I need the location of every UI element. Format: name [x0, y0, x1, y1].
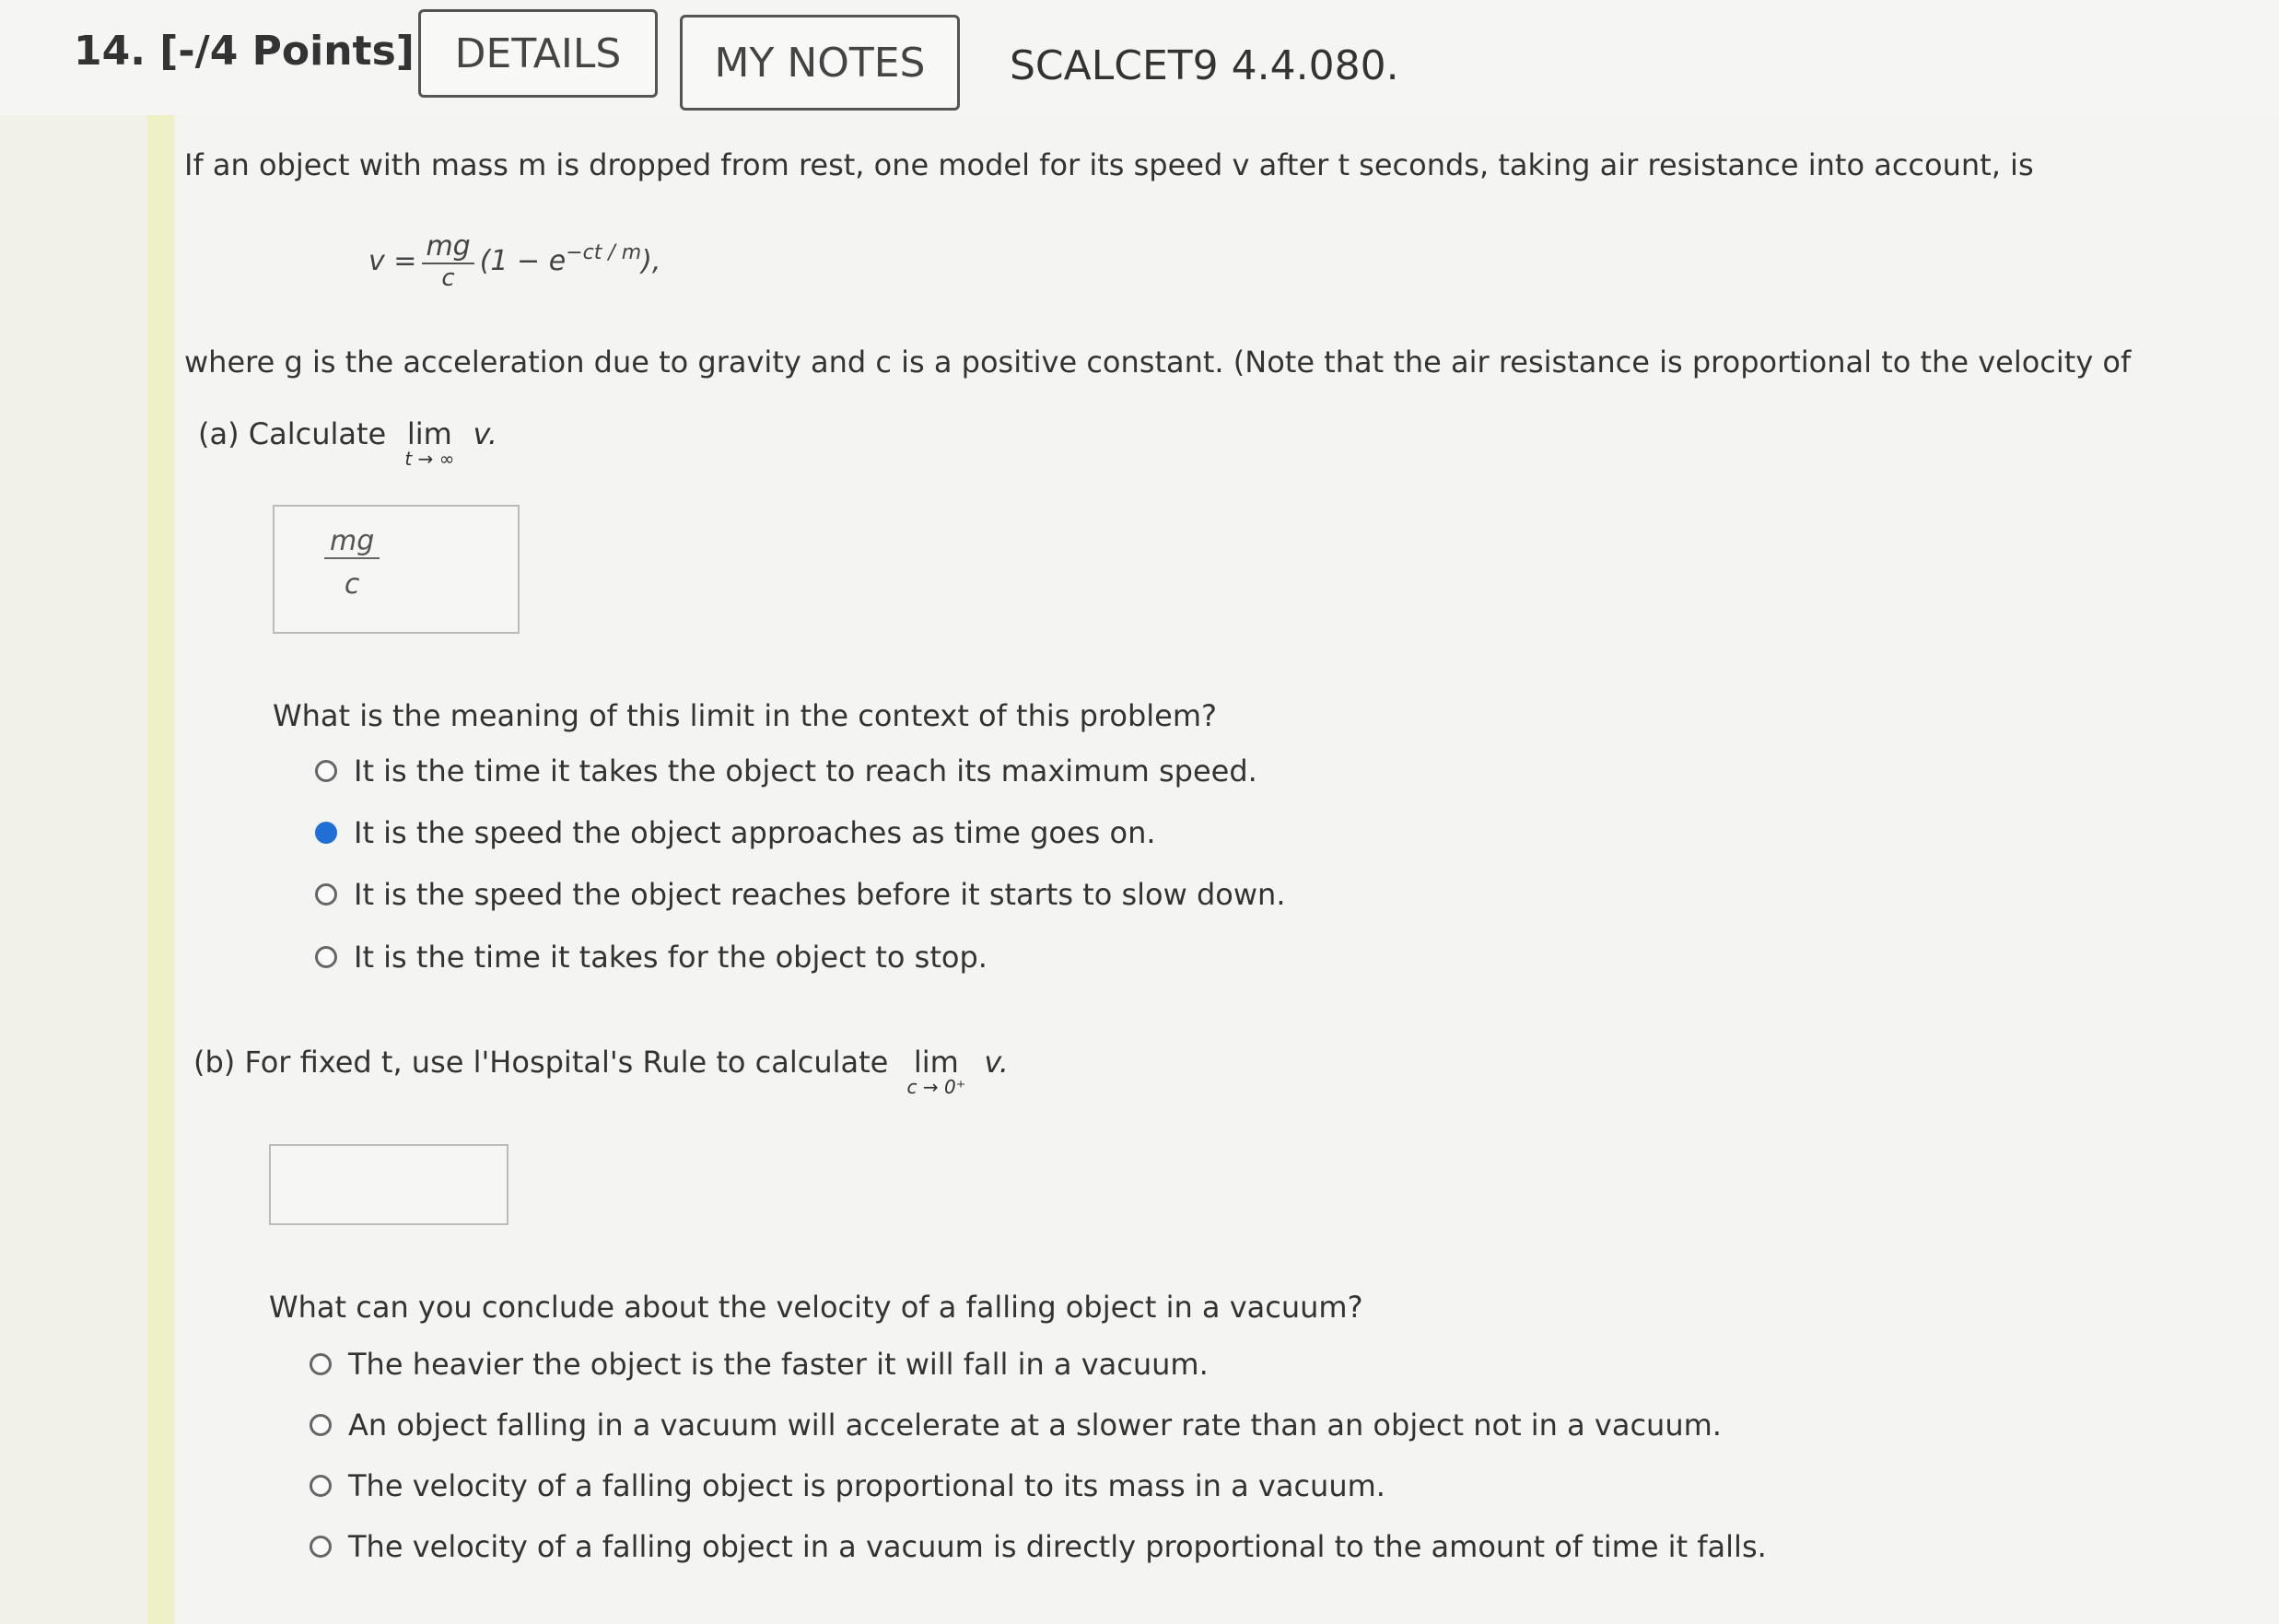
formula-denominator: c	[441, 264, 455, 292]
part-a-answer-num: mg	[324, 525, 380, 559]
part-a-lim-word: lim	[406, 416, 452, 451]
problem-note: where g is the acceleration due to gravity and c is a positive constant. (Note that the air resistance is proportional to the velocity of	[184, 345, 2132, 380]
points-label: [-/4 Points]	[159, 28, 415, 75]
part-a-limit	[404, 416, 454, 470]
part-b-lim-sub: c → 0⁺	[906, 1076, 966, 1098]
radio-button[interactable]	[315, 946, 337, 968]
question-reference: SCALCET9 4.4.080.	[1010, 42, 1399, 89]
radio-button[interactable]	[315, 883, 337, 905]
formula-close: ),	[641, 245, 661, 277]
option-text: It is the speed the object approaches as time goes on.	[354, 815, 1156, 850]
problem-intro: If an object with mass m is dropped from rest, one model for its speed v after t seconds, taking air resistance into account, is	[184, 147, 2034, 182]
part-a-option-1[interactable]	[315, 754, 1257, 789]
speed-formula	[368, 230, 660, 292]
question-body	[175, 115, 2279, 1624]
part-b-limit	[907, 1045, 966, 1098]
part-b-answer-box[interactable]	[269, 1144, 508, 1225]
part-a-option-3[interactable]	[315, 877, 1285, 912]
question-number-text: 14.	[74, 28, 146, 75]
option-text: It is the time it takes for the object to stop.	[354, 940, 988, 975]
part-b-variable: v.	[984, 1045, 1009, 1080]
part-b-option-4[interactable]	[310, 1529, 1767, 1564]
part-b-lim-word: lim	[913, 1045, 959, 1080]
part-a-question: What is the meaning of this limit in the context of this problem?	[273, 698, 1217, 733]
radio-button[interactable]	[310, 1536, 332, 1558]
formula-fraction	[422, 230, 473, 292]
option-text: The heavier the object is the faster it will fall in a vacuum.	[348, 1347, 1209, 1382]
option-text: It is the time it takes the object to reach its maximum speed.	[354, 754, 1257, 789]
part-b-question: What can you conclude about the velocity of a falling object in a vacuum?	[269, 1290, 1363, 1325]
radio-button-selected[interactable]	[315, 822, 337, 844]
part-b-label	[193, 1045, 1009, 1098]
radio-button[interactable]	[315, 760, 337, 782]
question-number	[74, 28, 415, 75]
radio-button[interactable]	[310, 1353, 332, 1375]
part-a-answer-box[interactable]	[273, 505, 520, 634]
part-a-option-2[interactable]	[315, 815, 1156, 850]
part-a-answer	[324, 525, 380, 601]
part-a-option-4[interactable]	[315, 940, 988, 975]
details-button[interactable]: DETAILS	[418, 9, 658, 98]
left-margin	[0, 115, 147, 1624]
my-notes-button[interactable]: MY NOTES	[680, 15, 960, 111]
formula-lhs: v =	[368, 245, 417, 277]
question-header	[0, 0, 2279, 115]
option-text: The velocity of a falling object is proportional to its mass in a vacuum.	[348, 1468, 1385, 1503]
formula-exponent: −ct / m	[566, 241, 642, 264]
part-a-label	[198, 416, 497, 470]
part-b-option-1[interactable]	[310, 1347, 1209, 1382]
part-b-text: (b) For fixed t, use l'Hospital's Rule to calculate	[193, 1045, 889, 1080]
option-text: The velocity of a falling object in a vacuum is directly proportional to the amount of time it falls.	[348, 1529, 1767, 1564]
part-a-lim-sub: t → ∞	[404, 448, 455, 470]
radio-button[interactable]	[310, 1475, 332, 1497]
formula-rhs: (1 − e	[479, 245, 567, 277]
radio-button[interactable]	[310, 1414, 332, 1436]
formula-numerator: mg	[422, 230, 473, 264]
question-highlight-bar	[147, 115, 175, 1624]
part-a-variable: v.	[473, 416, 498, 451]
part-a-text: (a) Calculate	[198, 416, 387, 451]
option-text: It is the speed the object reaches before it starts to slow down.	[354, 877, 1286, 912]
part-b-option-2[interactable]	[310, 1408, 1722, 1443]
option-text: An object falling in a vacuum will accelerate at a slower rate than an object not in a vacuum.	[348, 1408, 1722, 1443]
part-a-answer-den: c	[344, 568, 360, 601]
part-b-option-3[interactable]	[310, 1468, 1385, 1503]
